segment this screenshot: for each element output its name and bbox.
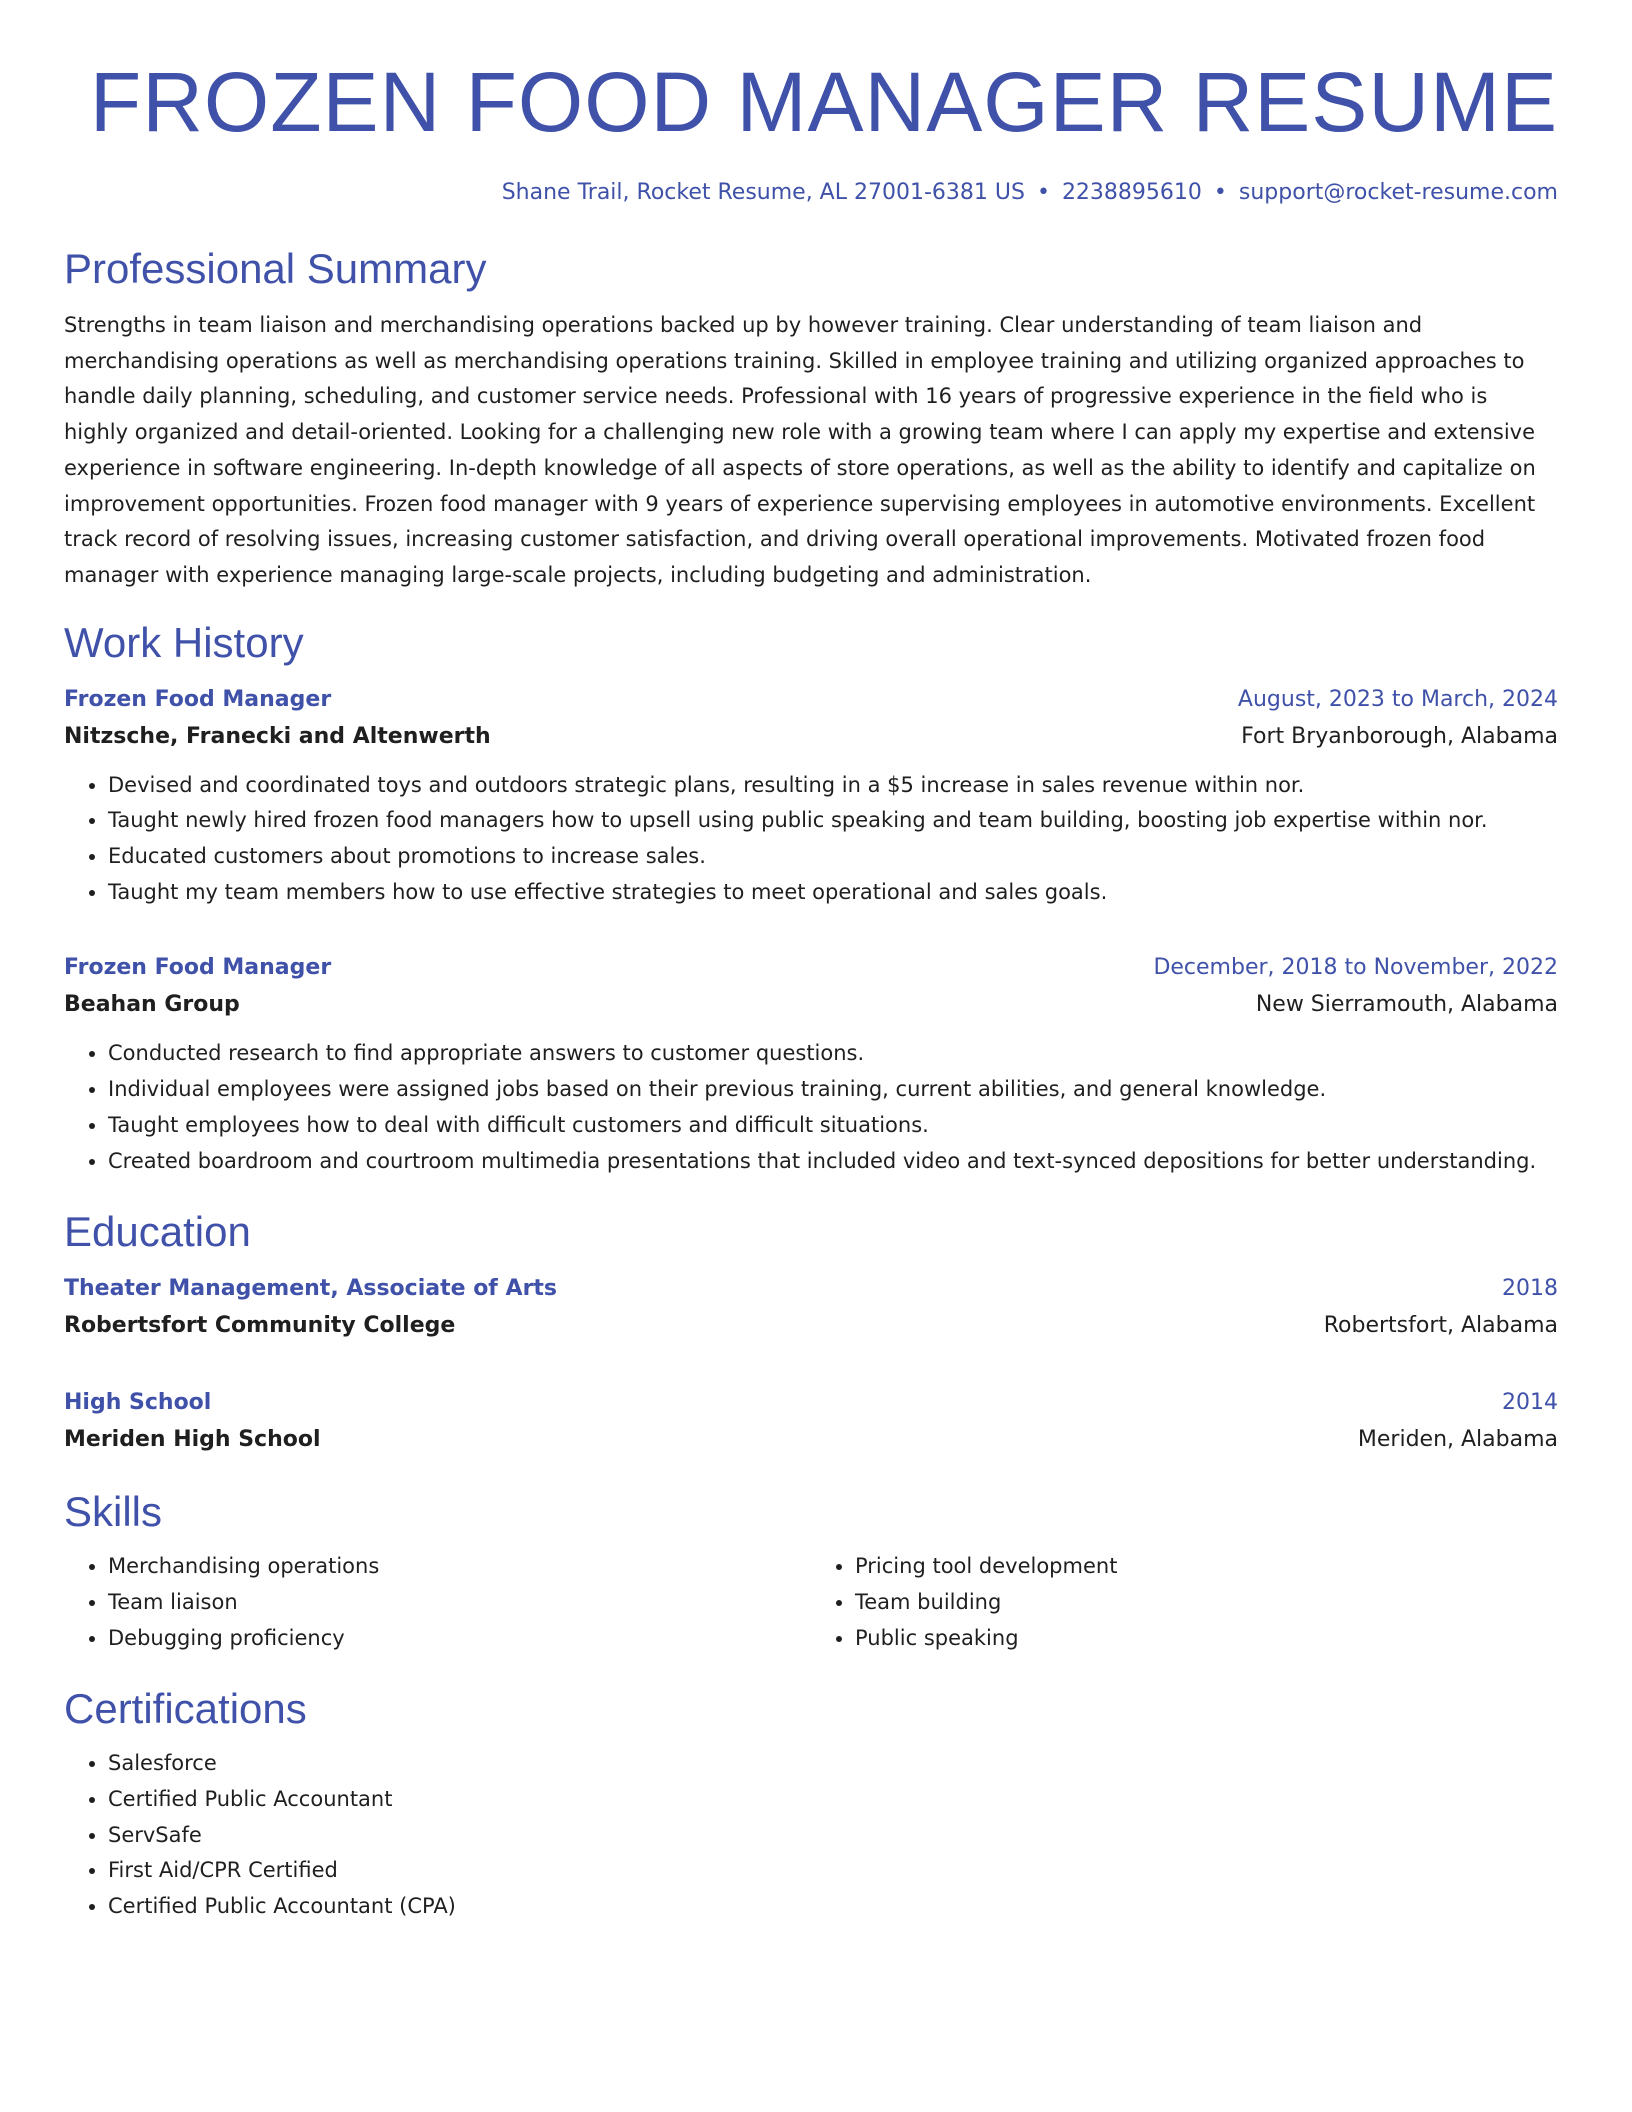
degree-year: 2018 <box>1502 1276 1558 1302</box>
degree-row <box>64 1271 1558 1307</box>
summary-section <box>64 244 1558 594</box>
skill-item: • Public speaking <box>855 1621 1558 1657</box>
resume-title: FROZEN FOOD MANAGER RESUME <box>89 55 1558 149</box>
skill-item: • Team liaison <box>108 1585 811 1621</box>
school-location: Meriden, Alabama <box>1357 1427 1558 1453</box>
education-heading: Education <box>64 1208 251 1256</box>
work-history-section <box>64 618 1558 1180</box>
school-row <box>64 1307 1558 1345</box>
certification-item: • First Aid/CPR Certified <box>108 1853 1558 1889</box>
degree-row <box>64 1385 1558 1421</box>
job-dates: August, 2023 to March, 2024 <box>1237 686 1558 712</box>
school-name: Meriden High School <box>64 1427 321 1453</box>
skills-list-right <box>811 1549 1558 1656</box>
job-bullet: • Devised and coordinated toys and outdoors strategic plans, resulting in a $5 increase in sales revenue within nor. <box>108 768 1558 804</box>
summary-heading: Professional Summary <box>64 245 487 292</box>
job-location: New Sierramouth, Alabama <box>1255 992 1558 1018</box>
job-title-row <box>64 950 1558 986</box>
job-bullet: • Taught employees how to deal with difficult customers and difficult situations. <box>108 1108 1558 1144</box>
contact-email: support@rocket-resume.com <box>1238 180 1558 205</box>
certification-item: • Certified Public Accountant (CPA) <box>108 1889 1558 1925</box>
job-title-row <box>64 682 1558 718</box>
work-history-heading: Work History <box>64 618 304 666</box>
job-bullet: • Created boardroom and courtroom multimedia presentations that included video and text-synced depositions for better understanding. <box>108 1144 1558 1180</box>
job-role: Frozen Food Manager <box>64 686 332 712</box>
skill-item: • Debugging proficiency <box>108 1621 811 1657</box>
degree-name: Theater Management, Associate of Arts <box>64 1276 558 1302</box>
certifications-list <box>64 1746 1558 1925</box>
skills-heading: Skills <box>64 1488 163 1536</box>
summary-text: Strengths in team liaison and merchandising operations backed up by however training. Clear understanding of team liaison and merchandising operations as well as merchandising operations training. Skilled in employee training and utilizing organized approaches to handle daily planning, scheduling, and customer service needs. Professional with 16 years of progressive experience in the field who is highly organized and detail-oriented. Looking for a challenging new role with a growing team where I can apply my expertise and extensive experience in software engineering. In-depth knowledge of all aspects of store operations, as well as the ability to identify and capitalize on improvement opportunities. Frozen food manager with 9 years of experience supervising employees in automotive environments. Excellent track record of resolving issues, increasing customer satisfaction, and driving overall operational improvements. Motivated frozen food manager with experience managing large-scale projects, including budgeting and administration. <box>64 313 1536 587</box>
certifications-heading: Certifications <box>64 1685 307 1733</box>
job-company-row <box>64 718 1558 756</box>
contact-line <box>64 178 1558 208</box>
skills-section <box>64 1487 1558 1656</box>
contact-separator: • <box>1213 180 1227 205</box>
education-section <box>64 1207 1558 1459</box>
job-bullet: • Educated customers about promotions to increase sales. <box>108 839 1558 875</box>
job-entry <box>64 682 1558 911</box>
skills-grid <box>64 1549 1558 1656</box>
job-bullet: • Conducted research to find appropriate answers to customer questions. <box>108 1036 1558 1072</box>
job-bullets <box>64 768 1558 911</box>
skills-list-left <box>64 1549 811 1656</box>
job-bullet: • Taught newly hired frozen food managers how to upsell using public speaking and team building, boosting job expertise within nor. <box>108 803 1558 839</box>
certification-item: • Salesforce <box>108 1746 1558 1782</box>
job-company: Beahan Group <box>64 992 240 1018</box>
job-location: Fort Bryanborough, Alabama <box>1241 723 1558 749</box>
job-entry <box>64 950 1558 1179</box>
education-entry <box>64 1271 1558 1345</box>
job-dates: December, 2018 to November, 2022 <box>1153 955 1558 981</box>
job-company-row <box>64 986 1558 1024</box>
education-entry <box>64 1385 1558 1459</box>
resume-page <box>64 0 1558 1925</box>
degree-year: 2014 <box>1502 1390 1558 1416</box>
skill-item: • Merchandising operations <box>108 1549 811 1585</box>
contact-address: Shane Trail, Rocket Resume, AL 27001-6381 US <box>501 180 1025 205</box>
job-bullet: • Taught my team members how to use effective strategies to meet operational and sales goals. <box>108 875 1558 911</box>
job-company: Nitzsche, Franecki and Altenwerth <box>64 723 491 749</box>
skill-item: • Pricing tool development <box>855 1549 1558 1585</box>
skill-item: • Team building <box>855 1585 1558 1621</box>
job-bullets <box>64 1036 1558 1179</box>
certification-item: • Certified Public Accountant <box>108 1782 1558 1818</box>
school-name: Robertsfort Community College <box>64 1313 456 1339</box>
school-location: Robertsfort, Alabama <box>1323 1313 1558 1339</box>
certifications-section <box>64 1684 1558 1925</box>
degree-name: High School <box>64 1390 212 1416</box>
job-role: Frozen Food Manager <box>64 955 332 981</box>
job-bullet: • Individual employees were assigned jobs based on their previous training, current abilities, and general knowledge. <box>108 1072 1558 1108</box>
school-row <box>64 1421 1558 1459</box>
contact-phone: 2238895610 <box>1061 180 1202 205</box>
certification-item: • ServSafe <box>108 1818 1558 1854</box>
resume-header <box>64 52 1558 208</box>
contact-separator: • <box>1036 180 1050 205</box>
